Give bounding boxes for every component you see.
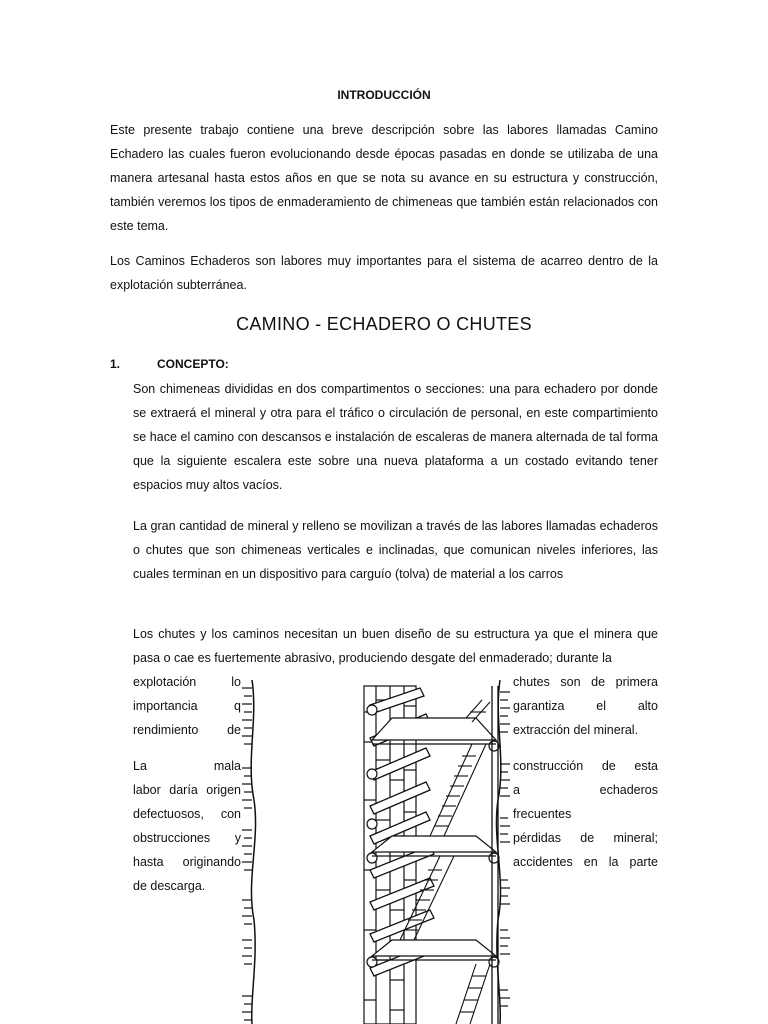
support-posts xyxy=(492,686,498,1024)
left-ruler-ticks xyxy=(242,688,252,1020)
right-column-block-2 xyxy=(513,754,658,874)
right-line: garantiza el alto xyxy=(513,699,658,713)
right-ruler xyxy=(496,680,500,1024)
intro-paragraph-1: Este presente trabajo contiene una breve descripción sobre las labores llamadas Camino Echadero las cuales fueron evolucionando desde épocas pasadas en donde se utilizaba de una manera artesanal hasta estos años en que se nota su avance en su estructura y construcción, también veremos los tipos de enmaderamiento de chimeneas que también están relacionados con este tema. xyxy=(110,123,658,233)
concept-paragraph-2: La gran cantidad de mineral y relleno se movilizan a través de las labores llamadas echaderos o chutes que son chimeneas verticales e inclinadas, que comunican niveles inferiores, las cuales terminan en un dispositivo para carguío (tolva) de material a los carros xyxy=(133,519,658,581)
right-column-block-1 xyxy=(513,670,658,742)
left-line: defectuosos, con xyxy=(133,807,241,821)
right-line: frecuentes xyxy=(513,807,572,821)
left-line: de descarga. xyxy=(133,879,206,893)
right-line: accidentes en la parte xyxy=(513,855,658,869)
right-line: extracción del mineral. xyxy=(513,723,639,737)
left-line: explotación lo xyxy=(133,675,241,689)
right-line: a echaderos xyxy=(513,783,658,797)
left-line: labor daría origen xyxy=(133,783,241,797)
left-ruler xyxy=(251,680,255,1024)
right-line: construcción de esta xyxy=(513,759,658,773)
section-number: 1. xyxy=(110,357,121,371)
timber-cribbing xyxy=(370,688,434,976)
ladders xyxy=(400,700,490,1024)
concept-paragraph-3: Los chutes y los caminos necesitan un buen diseño de su estructura ya que el minera que pasa o cae es fuertemente abrasivo, produciendo desgate del enmaderado; durante la xyxy=(133,627,658,665)
right-line: pérdidas de mineral; xyxy=(513,831,658,845)
chute-wall xyxy=(364,686,416,1024)
left-column-block-1 xyxy=(133,670,241,742)
left-line: hasta originando xyxy=(133,855,241,869)
landing-platforms xyxy=(372,718,496,960)
timber-post-ends xyxy=(367,705,499,967)
concept-paragraph-1: Son chimeneas divididas en dos compartimentos o secciones: una para echadero por donde se extraerá el mineral y otra para el tráfico o circulación de personal, en este compartimiento se hace el camino con descansos e instalación de escaleras de manera alternada de tal forma que la siguiente escalera este sobre una nueva plataforma a un costado evitando tener espacios muy altos vacíos. xyxy=(133,382,658,492)
left-line: rendimiento de xyxy=(133,723,241,737)
section-title: CAMINO - ECHADERO O CHUTES xyxy=(236,314,532,334)
left-line: obstrucciones y xyxy=(133,831,241,845)
intro-paragraph-2: Los Caminos Echaderos son labores muy importantes para el sistema de acarreo dentro de la explotación subterránea. xyxy=(110,254,658,292)
right-ruler-ticks xyxy=(500,692,510,1006)
section-label: CONCEPTO: xyxy=(157,357,229,371)
left-line: La mala xyxy=(133,759,241,773)
right-line: chutes son de primera xyxy=(513,675,658,689)
left-column-block-2 xyxy=(133,754,241,898)
page-heading: INTRODUCCIÓN xyxy=(337,88,431,102)
left-line: importancia q xyxy=(133,699,241,713)
